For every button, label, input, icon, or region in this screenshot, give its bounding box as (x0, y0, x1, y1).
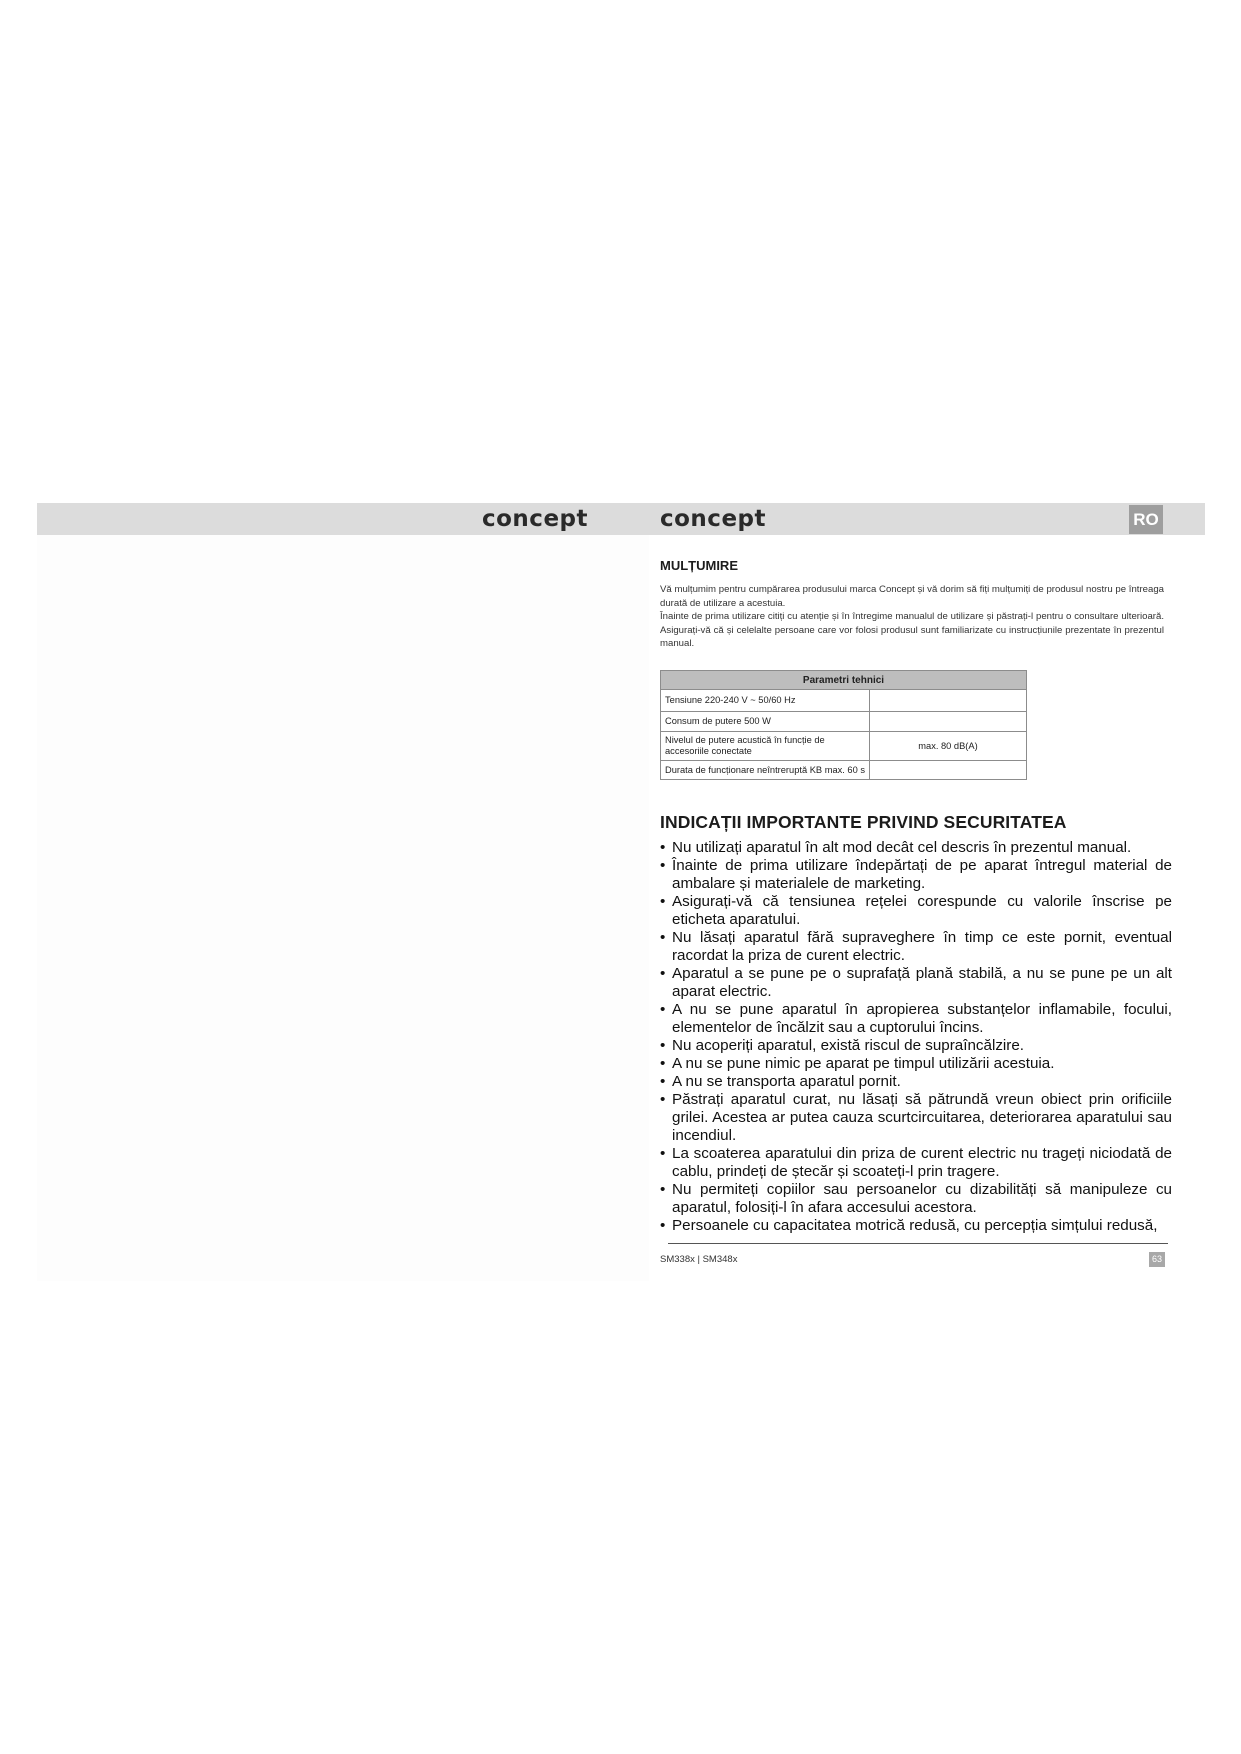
footer-divider (668, 1243, 1168, 1244)
safety-item: • Înainte de prima utilizare îndepărtați de pe aparat întregul material de ambalare și materialele de marketing. (660, 857, 1172, 893)
brand-logo-left: concept (482, 506, 589, 532)
safety-item: • A nu se transporta aparatul pornit. (660, 1073, 1172, 1091)
safety-heading: INDICAȚII IMPORTANTE PRIVIND SECURITATEA (660, 812, 1067, 832)
safety-item: • Nu utilizați aparatul în alt mod decât cel descris în prezentul manual. (660, 839, 1172, 857)
spec-label: Nivelul de putere acustică în funcție de accesoriile conectate (661, 732, 870, 761)
spec-label: Consum de putere 500 W (661, 712, 870, 732)
safety-item: • Asigurați-vă că tensiunea rețelei corespunde cu valorile înscrise pe eticheta aparatului. (660, 893, 1172, 929)
safety-item: • A nu se pune nimic pe aparat pe timpul utilizării acestuia. (660, 1055, 1172, 1073)
safety-item: • Păstrați aparatul curat, nu lăsați să pătrundă vreun obiect prin orificiile grilei. Acestea ar putea cauza scurtcircuitarea, deteriorarea aparatului sau incendiul. (660, 1091, 1172, 1145)
safety-item: • Nu acoperiți aparatul, există riscul de supraîncălzire. (660, 1037, 1172, 1055)
spec-row (661, 732, 1027, 761)
header-band (37, 503, 1205, 535)
safety-item: • Nu permiteți copiilor sau persoanelor cu dizabilități să manipuleze cu aparatul, folosiți-l în afara accesului acestora. (660, 1181, 1172, 1217)
spec-value: max. 80 dB(A) (870, 732, 1027, 761)
brand-logo-right: concept (660, 506, 767, 532)
language-badge: RO (1129, 505, 1163, 534)
spec-header-row (661, 671, 1027, 690)
thanks-heading: MULȚUMIRE (660, 558, 738, 573)
intro-paragraph-1: Vă mulțumim pentru cumpărarea produsului marca Concept și vă dorim să fiți mulțumiți de produsul nostru pe întreaga durată de utilizare a acestuia. (660, 584, 1164, 609)
safety-list (660, 839, 1172, 1235)
footer-model-number: SM338x | SM348x (660, 1254, 738, 1265)
safety-item: • Aparatul a se pune pe o suprafață plană stabilă, a nu se pune pe un alt aparat electric. (660, 965, 1172, 1001)
safety-item: • Persoanele cu capacitatea motrică redusă, cu percepția simțului redusă, (660, 1217, 1172, 1235)
safety-item: • La scoaterea aparatului din priza de curent electric nu trageți niciodată de cablu, prindeți de ștecăr și scoateți-l prin tragere. (660, 1145, 1172, 1181)
spec-label: Tensiune 220-240 V ~ 50/60 Hz (661, 690, 870, 712)
left-page (37, 535, 649, 1281)
spec-value (870, 761, 1027, 780)
spec-row (661, 712, 1027, 732)
technical-parameters-table (660, 670, 1027, 780)
spec-label: Durata de funcționare neîntreruptă KB max. 60 s (661, 761, 870, 780)
spec-value (870, 690, 1027, 712)
page-number: 63 (1149, 1252, 1165, 1267)
spec-row (661, 761, 1027, 780)
spec-value (870, 712, 1027, 732)
safety-item: • A nu se pune aparatul în apropierea substanțelor inflamabile, focului, elementelor de încălzit sau a cuptorului încins. (660, 1001, 1172, 1037)
spec-row (661, 690, 1027, 712)
spec-table-title: Parametri tehnici (661, 671, 1027, 690)
intro-paragraph-2: Înainte de prima utilizare citiți cu atenție și în întregime manualul de utilizare și păstrați-l pentru o consultare ulterioară. Asigurați-vă că și celelalte persoane care vor folosi produsul sunt familiarizate cu instrucțiunile prezentate în prezentul manual. (660, 611, 1164, 649)
safety-item: • Nu lăsați aparatul fără supraveghere în timp ce este pornit, eventual racordat la priza de curent electric. (660, 929, 1172, 965)
